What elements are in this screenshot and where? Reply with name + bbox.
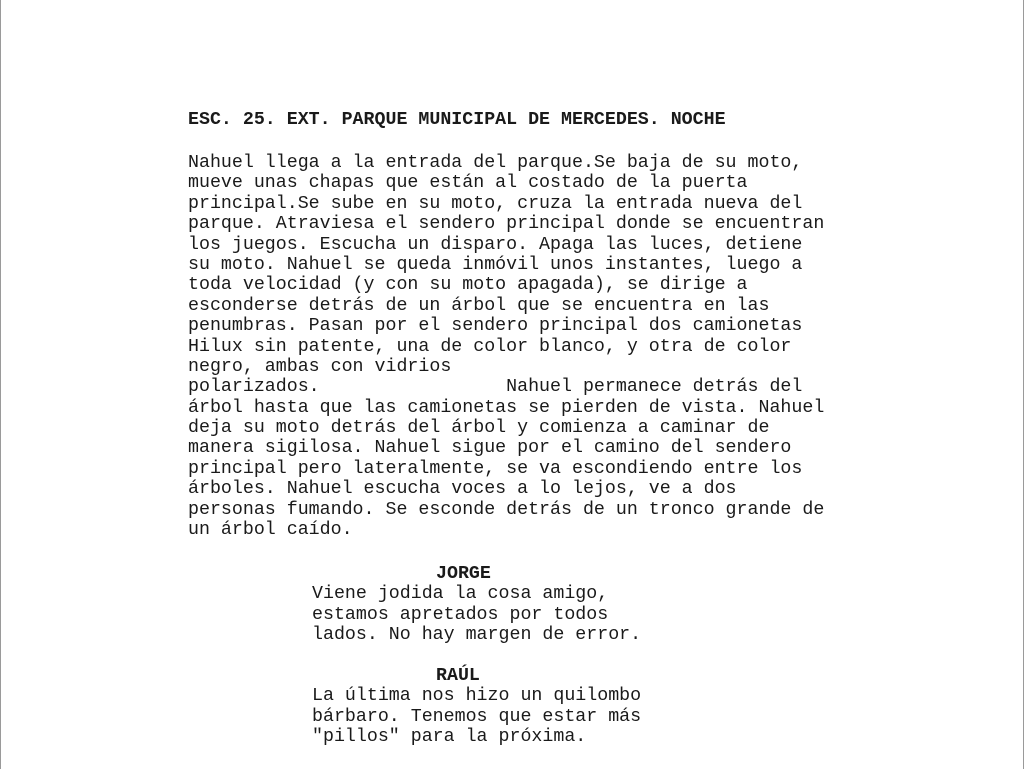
- action-paragraph: [188, 153, 824, 540]
- action-line: parque. Atraviesa el sendero principal donde se encuentran: [188, 214, 825, 235]
- action-line: los juegos. Escucha un disparo. Apaga las luces, detiene: [188, 234, 803, 255]
- scene-heading: ESC. 25. EXT. PARQUE MUNICIPAL DE MERCEDES. NOCHE: [188, 110, 726, 130]
- action-line: un árbol caído.: [188, 520, 353, 541]
- dialogue-line: estamos apretados por todos: [312, 604, 609, 625]
- dialogue-line: Viene jodida la cosa amigo,: [312, 584, 609, 605]
- action-line: personas fumando. Se esconde detrás de un tronco grande de: [188, 499, 825, 520]
- dialogue-text: [312, 686, 641, 747]
- action-line: Nahuel llega a la entrada del parque.Se baja de su moto,: [188, 153, 803, 173]
- action-line: mueve unas chapas que están al costado de la puerta: [188, 173, 748, 194]
- action-line: polarizados. Nahuel permanece detrás del: [188, 377, 803, 398]
- character-name: JORGE: [436, 564, 491, 584]
- action-line: esconderse detrás de un árbol que se encuentra en las: [188, 295, 770, 316]
- action-line: deja su moto detrás del árbol y comienza a caminar de: [188, 418, 770, 439]
- action-line: árboles. Nahuel escucha voces a lo lejos, ve a dos: [188, 479, 737, 500]
- dialogue-line: "pillos" para la próxima.: [312, 727, 587, 748]
- action-line: árbol hasta que las camionetas se pierden de vista. Nahuel: [188, 397, 825, 418]
- action-line: negro, ambas con vidrios: [188, 356, 452, 377]
- action-line: principal.Se sube en su moto, cruza la entrada nueva del: [188, 193, 803, 214]
- action-line: principal pero lateralmente, se va escondiendo entre los: [188, 458, 803, 479]
- character-name: RAÚL: [436, 666, 480, 686]
- action-line: Hilux sin patente, una de color blanco, y otra de color: [188, 336, 792, 357]
- action-line: manera sigilosa. Nahuel sigue por el camino del sendero: [188, 438, 792, 459]
- dialogue-line: La última nos hizo un quilombo: [312, 686, 642, 707]
- dialogue-line: lados. No hay margen de error.: [312, 625, 642, 646]
- action-line: toda velocidad (y con su moto apagada), se dirige a: [188, 275, 748, 296]
- action-line: penumbras. Pasan por el sendero principal dos camionetas: [188, 316, 803, 337]
- action-line: su moto. Nahuel se queda inmóvil unos instantes, luego a: [188, 254, 803, 275]
- dialogue-text: [312, 584, 641, 645]
- dialogue-line: bárbaro. Tenemos que estar más: [312, 706, 642, 727]
